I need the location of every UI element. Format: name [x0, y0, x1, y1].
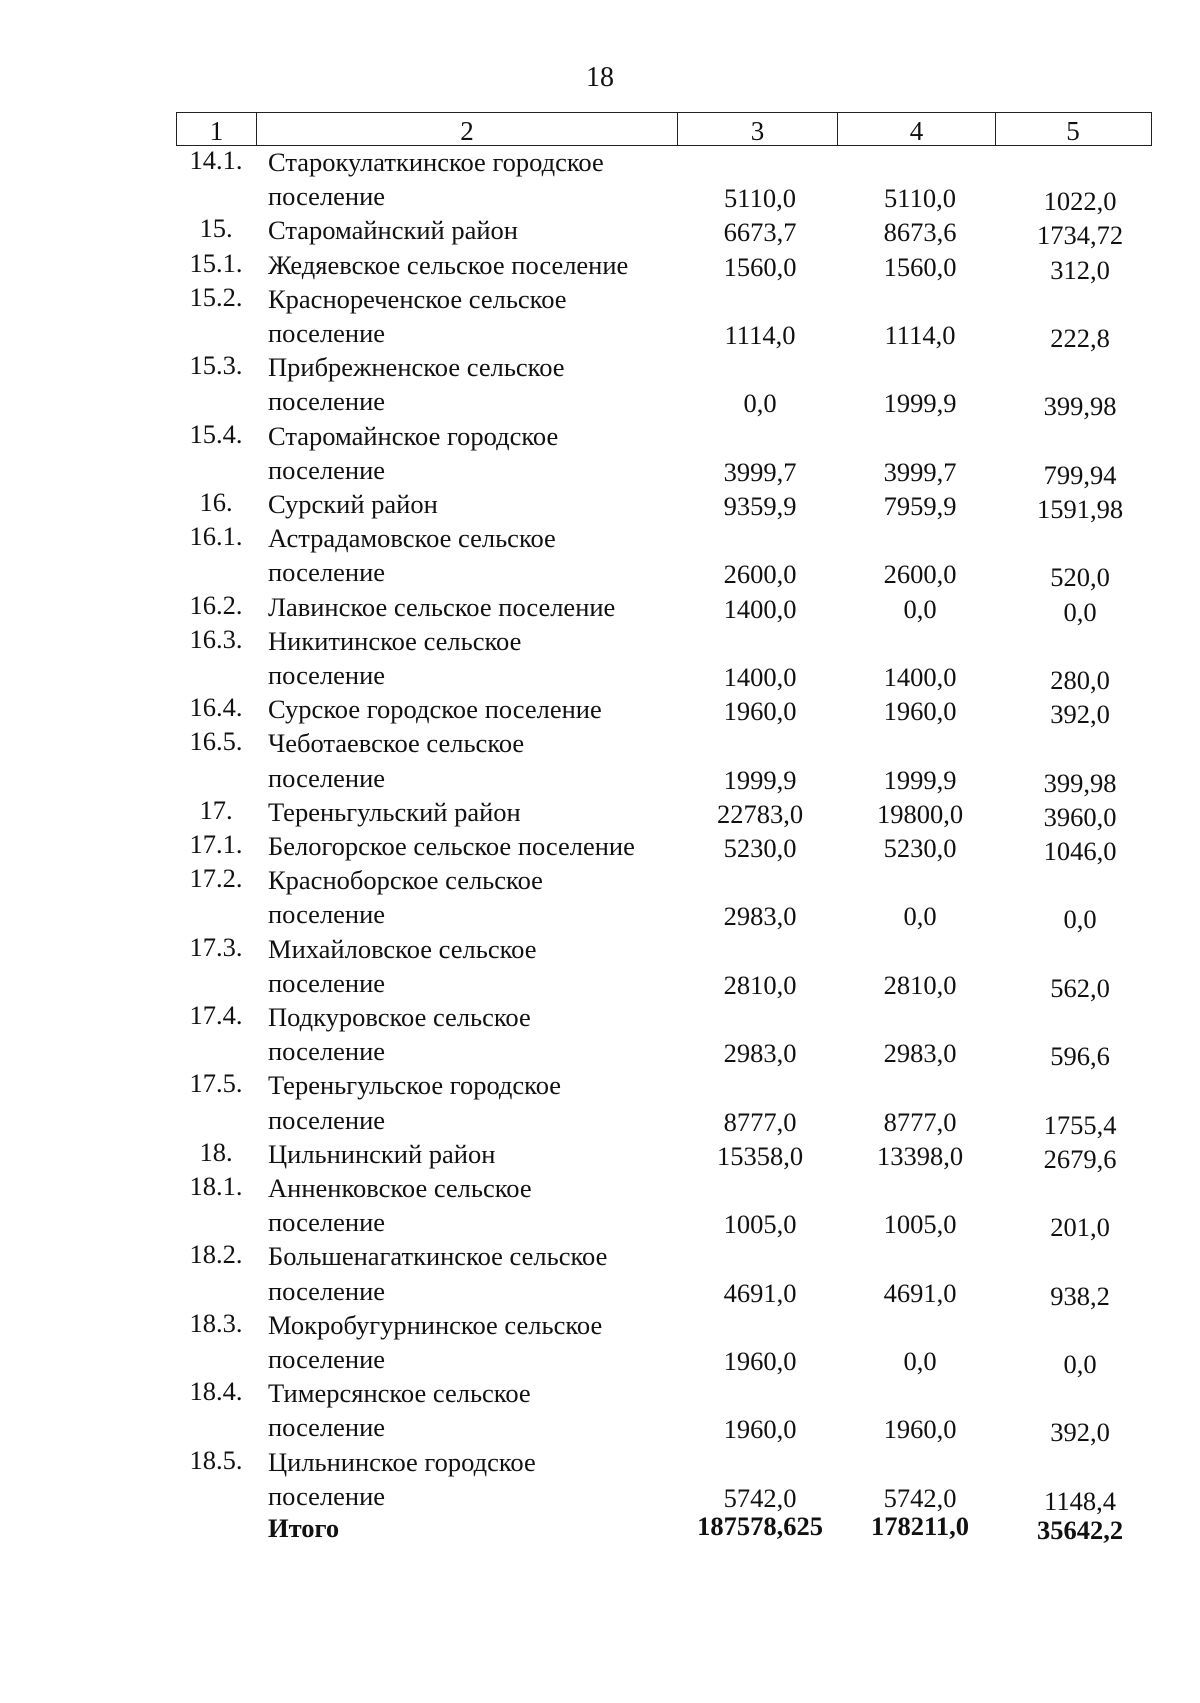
row-value-col-5: 596,6 — [1050, 1041, 1110, 1072]
row-value-col-5: 201,0 — [1050, 1212, 1110, 1243]
row-value-col-3: 1960,0 — [723, 696, 797, 727]
row-value-col-4: 1999,9 — [883, 764, 957, 795]
column-header-3: 3 — [678, 113, 838, 145]
row-name-line-1: Подкуровское сельское — [268, 1002, 531, 1032]
table-row — [0, 829, 1200, 866]
table-row — [0, 247, 1200, 285]
row-number: 16. — [199, 487, 233, 517]
row-name-line-2: поселение — [268, 386, 386, 417]
row-value-col-3: 1114,0 — [724, 319, 796, 350]
row-value-col-5: 280,0 — [1050, 664, 1110, 695]
row-name-line-1: Старокулаткинское городское — [268, 147, 604, 177]
row-name-line-1: Сурское городское поселение — [268, 694, 602, 725]
row-value-col-4: 1960,0 — [883, 1414, 957, 1445]
row-name-line-1: Астрадамовское сельское — [268, 523, 556, 554]
row-name-line-1: Тереньгульский район — [268, 796, 521, 827]
row-name-line-1: Цильнинский район — [268, 1138, 496, 1169]
row-value-col-5: 1046,0 — [1043, 836, 1117, 866]
row-value-col-5: 1148,4 — [1044, 1485, 1116, 1516]
row-number: 18.1. — [189, 1171, 243, 1201]
row-name-line-2: поселение — [268, 557, 386, 588]
row-number: 15.3. — [189, 350, 243, 381]
row-value-col-5: 938,2 — [1050, 1280, 1110, 1311]
row-name-line-2: поселение — [268, 1036, 386, 1067]
row-value-col-4: 8673,6 — [883, 217, 957, 248]
row-value-col-3: 1400,0 — [723, 661, 797, 692]
row-number: 16.4. — [189, 692, 243, 723]
total-value-col-4: 178211,0 — [871, 1511, 969, 1541]
row-value-col-3: 8777,0 — [723, 1106, 797, 1137]
row-number: 16.3. — [189, 623, 243, 654]
table-header — [176, 112, 1152, 146]
row-name-line-1: Цильнинское городское — [268, 1446, 536, 1477]
row-number: 15.1. — [189, 247, 243, 278]
row-number: 15.4. — [189, 418, 243, 449]
row-name-line-2: поселение — [268, 317, 386, 348]
row-name-line-2: поселение — [268, 762, 386, 793]
row-number: 17.5. — [189, 1068, 243, 1099]
row-value-col-4: 1005,0 — [883, 1209, 957, 1240]
row-value-col-4: 0,0 — [903, 593, 937, 624]
row-value-col-3: 1005,0 — [723, 1209, 797, 1240]
row-name-line-1: Лавинское сельское поселение — [268, 591, 616, 622]
row-name-line-1: Краснореченское сельское — [268, 283, 567, 314]
row-value-col-3: 1999,9 — [723, 764, 797, 795]
row-value-col-4: 13398,0 — [876, 1140, 964, 1171]
row-value-col-4: 5230,0 — [883, 833, 957, 863]
column-header-4: 4 — [838, 113, 996, 145]
row-name-line-1: Белогорское сельское поселение — [268, 831, 635, 861]
row-value-col-4: 0,0 — [903, 1345, 937, 1376]
row-value-col-5: 0,0 — [1063, 1348, 1097, 1379]
row-number: 16.2. — [189, 589, 243, 620]
table-row — [0, 1171, 1200, 1243]
row-value-col-4: 0,0 — [903, 901, 937, 932]
total-value-col-5: 35642,2 — [1036, 1515, 1124, 1545]
table-row — [0, 1444, 1200, 1516]
row-value-col-5: 399,98 — [1043, 767, 1117, 798]
row-value-col-5: 222,8 — [1050, 322, 1110, 353]
row-value-col-4: 1400,0 — [883, 661, 957, 692]
row-value-col-3: 1960,0 — [723, 1414, 797, 1445]
table-row — [0, 931, 1200, 1003]
row-value-col-5: 392,0 — [1050, 699, 1110, 730]
table-row — [0, 1307, 1200, 1379]
column-header-1: 1 — [177, 113, 257, 145]
total-value-col-3: 187578,625 — [697, 1511, 823, 1541]
row-number: 18. — [199, 1136, 233, 1167]
row-value-col-3: 1560,0 — [723, 251, 797, 282]
row-name-line-2: поселение — [268, 1207, 386, 1238]
row-number: 17. — [199, 794, 233, 825]
row-value-col-3: 5110,0 — [724, 183, 796, 214]
row-value-col-5: 520,0 — [1050, 562, 1110, 593]
row-name-line-1: Анненковское сельское — [268, 1173, 532, 1203]
row-name-line-1: Чеботаевское сельское — [268, 728, 525, 759]
row-name-line-2: поселение — [268, 454, 386, 485]
row-value-col-5: 399,98 — [1043, 391, 1117, 422]
row-name-line-2: поселение — [268, 659, 386, 690]
table-row — [0, 863, 1200, 935]
row-value-col-4: 1999,9 — [883, 388, 957, 419]
row-value-col-4: 8777,0 — [883, 1106, 957, 1137]
row-value-col-3: 4691,0 — [723, 1277, 797, 1308]
table-row — [0, 692, 1200, 730]
row-number: 17.1. — [189, 829, 243, 859]
row-name-line-1: Прибрежненское сельское — [268, 352, 565, 383]
row-name-line-1: Жедяевское сельское поселение — [268, 249, 629, 280]
row-value-col-4: 1960,0 — [883, 696, 957, 727]
row-name-line-2: поселение — [268, 899, 386, 930]
row-value-col-3: 3999,7 — [723, 456, 797, 487]
column-header-5: 5 — [1066, 116, 1080, 146]
row-value-col-3: 2600,0 — [723, 559, 797, 590]
table-row — [0, 1000, 1200, 1072]
row-value-col-3: 1960,0 — [723, 1345, 797, 1376]
row-value-col-3: 1400,0 — [723, 593, 797, 624]
row-value-col-3: 15358,0 — [716, 1140, 804, 1171]
row-number: 18.3. — [189, 1307, 243, 1338]
row-value-col-5: 0,0 — [1063, 596, 1097, 627]
row-value-col-3: 22783,0 — [716, 798, 804, 829]
row-name-line-1: Михайловское сельское — [268, 933, 537, 964]
table-row — [0, 350, 1200, 422]
row-number: 16.5. — [189, 726, 243, 757]
column-header-2: 2 — [257, 113, 678, 145]
row-value-col-5: 1022,0 — [1043, 186, 1117, 217]
table-row — [0, 726, 1200, 798]
table-row — [0, 213, 1200, 251]
row-value-col-3: 0,0 — [743, 388, 777, 419]
row-name-line-1: Большенагаткинское сельское — [268, 1241, 608, 1272]
row-value-col-3: 5742,0 — [723, 1482, 797, 1513]
table-row — [0, 623, 1200, 695]
row-value-col-5: 3960,0 — [1043, 801, 1117, 832]
row-value-col-4: 5742,0 — [883, 1482, 957, 1513]
row-name-line-1: Мокробугурнинское сельское — [268, 1309, 603, 1340]
row-number: 17.2. — [189, 863, 243, 894]
row-value-col-5: 392,0 — [1050, 1417, 1110, 1448]
row-value-col-3: 9359,9 — [723, 491, 797, 521]
row-value-col-3: 6673,7 — [723, 217, 797, 248]
row-value-col-3: 2983,0 — [723, 1038, 797, 1069]
table-row — [0, 521, 1200, 593]
total-row — [0, 1511, 1200, 1545]
total-label: Итого — [268, 1513, 340, 1543]
row-value-col-5: 1734,72 — [1036, 220, 1124, 251]
table-row — [0, 1376, 1200, 1448]
row-value-col-5: 0,0 — [1063, 904, 1097, 935]
row-name-line-2: поселение — [268, 181, 386, 212]
row-value-col-5: 2679,6 — [1043, 1143, 1117, 1174]
table-row — [0, 281, 1200, 353]
row-name-line-1: Никитинское сельское — [268, 625, 522, 656]
row-value-col-4: 5110,0 — [884, 183, 956, 214]
row-number: 14.1. — [189, 145, 243, 175]
row-value-col-3: 2983,0 — [723, 901, 797, 932]
row-number: 15.2. — [189, 281, 243, 312]
row-value-col-5: 799,94 — [1043, 459, 1117, 490]
row-value-col-3: 2810,0 — [723, 969, 797, 1000]
row-value-col-4: 19800,0 — [876, 798, 964, 829]
row-number: 18.2. — [189, 1239, 243, 1270]
row-value-col-4: 1560,0 — [883, 251, 957, 282]
row-value-col-4: 2983,0 — [883, 1038, 957, 1069]
row-name-line-2: поселение — [268, 1104, 386, 1135]
row-number: 18.4. — [189, 1376, 243, 1407]
row-number: 15. — [199, 213, 233, 244]
row-number: 16.1. — [189, 521, 243, 552]
row-name-line-1: Красноборское сельское — [268, 865, 543, 896]
table-row — [0, 418, 1200, 490]
row-name-line-2: поселение — [268, 1275, 386, 1306]
row-name-line-2: поселение — [268, 1480, 386, 1511]
table-row — [0, 589, 1200, 627]
table-row — [0, 145, 1200, 217]
row-value-col-4: 7959,9 — [883, 491, 957, 521]
row-name-line-1: Старомайнское городское — [268, 420, 559, 451]
row-name-line-1: Старомайнский район — [268, 215, 518, 246]
page-number: 18 — [586, 62, 614, 93]
row-value-col-4: 3999,7 — [883, 456, 957, 487]
row-name-line-1: Сурский район — [268, 489, 438, 519]
row-value-col-5: 562,0 — [1050, 972, 1110, 1003]
row-name-line-2: поселение — [268, 1343, 386, 1374]
row-value-col-5: 312,0 — [1050, 254, 1110, 285]
row-value-col-5: 1755,4 — [1043, 1109, 1117, 1140]
table-row — [0, 1068, 1200, 1140]
row-number: 17.4. — [189, 1000, 243, 1030]
table-row — [0, 1136, 1200, 1174]
row-value-col-4: 1114,0 — [884, 319, 956, 350]
row-number: 18.5. — [189, 1444, 243, 1475]
row-value-col-3: 5230,0 — [723, 833, 797, 863]
table-row — [0, 487, 1200, 524]
row-value-col-5: 1591,98 — [1036, 494, 1124, 524]
row-name-line-2: поселение — [268, 1412, 386, 1443]
row-value-col-4: 2810,0 — [883, 969, 957, 1000]
table-row — [0, 794, 1200, 832]
row-value-col-4: 4691,0 — [883, 1277, 957, 1308]
row-name-line-2: поселение — [268, 967, 386, 998]
row-name-line-1: Тимерсянское сельское — [268, 1378, 531, 1409]
table-row — [0, 1239, 1200, 1311]
row-name-line-1: Тереньгульское городское — [268, 1070, 562, 1101]
row-number: 17.3. — [189, 931, 243, 962]
row-value-col-4: 2600,0 — [883, 559, 957, 590]
